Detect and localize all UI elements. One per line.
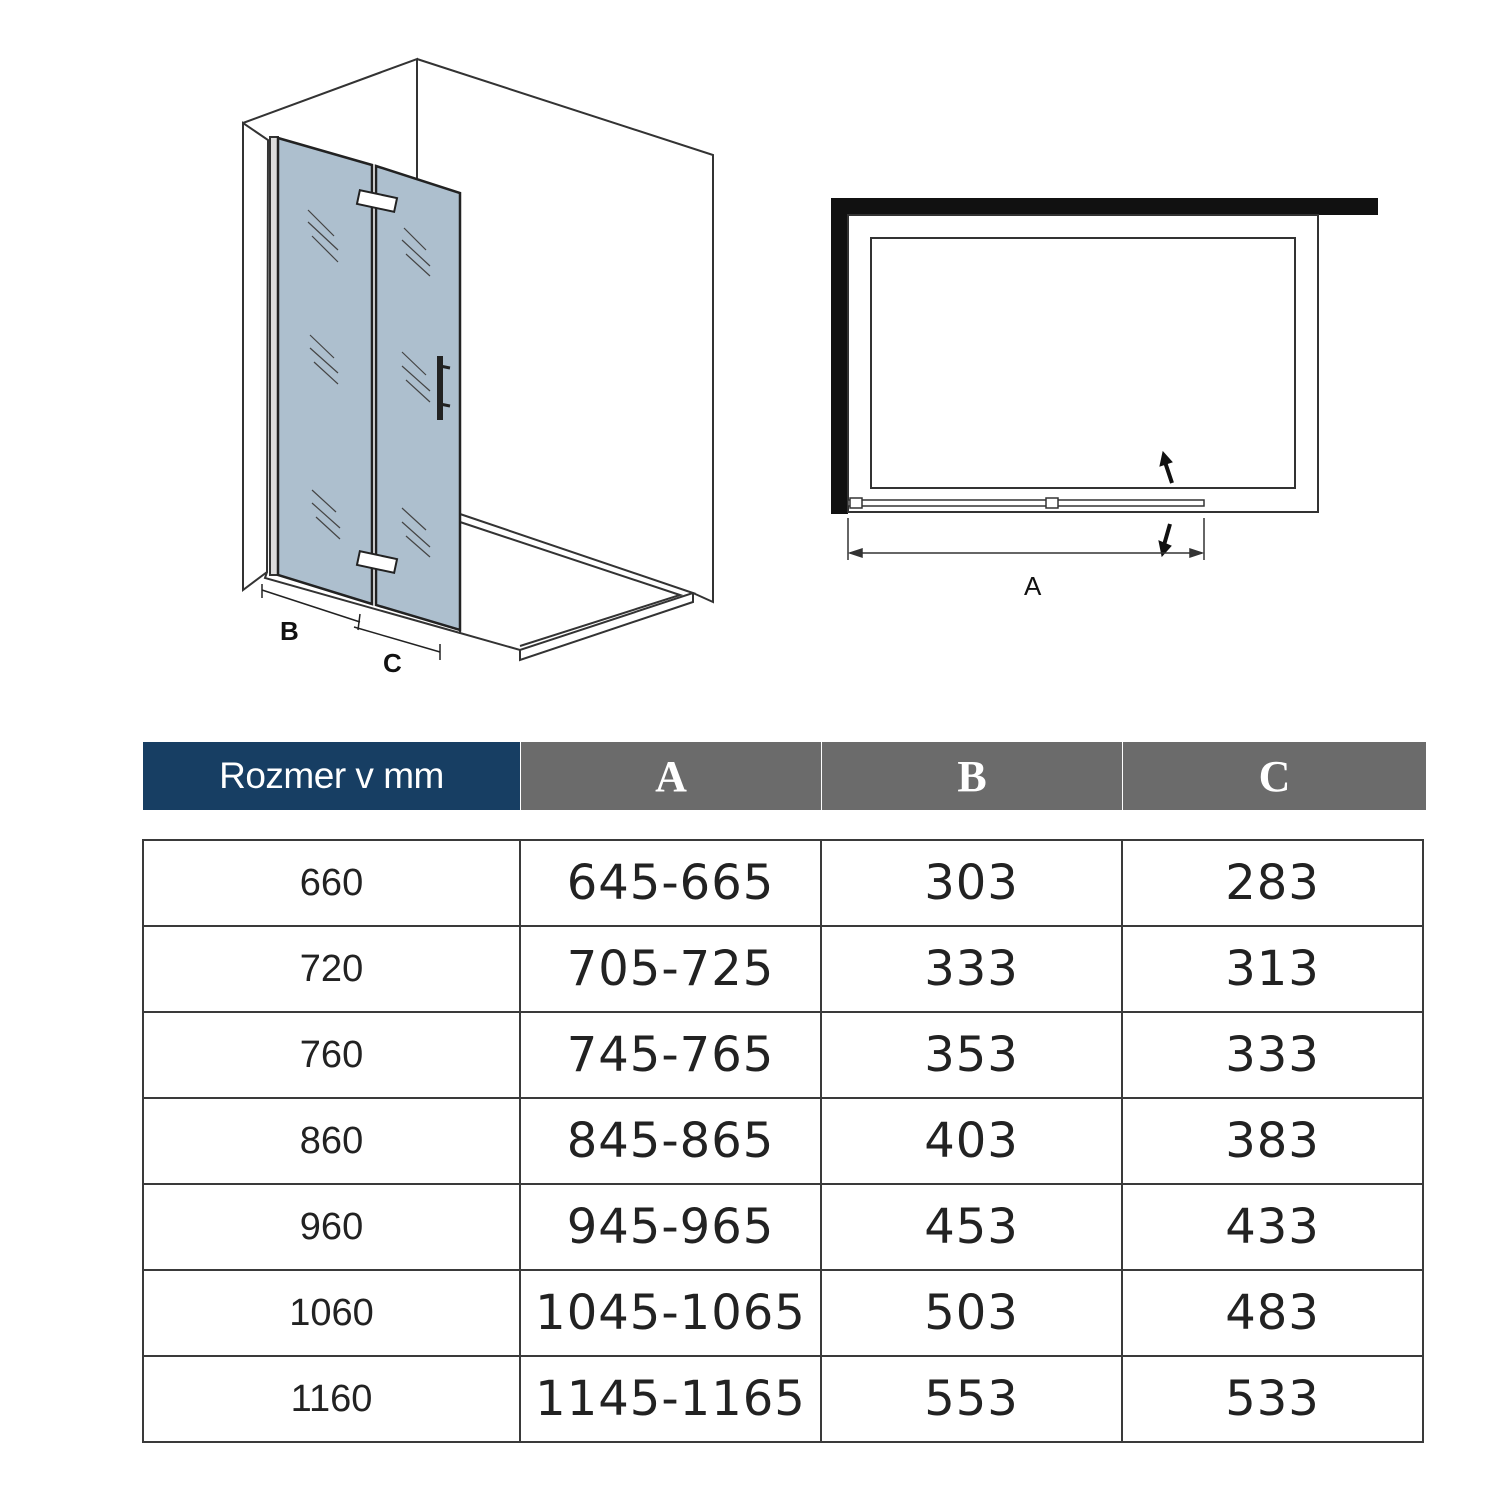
cell-c: 313	[1122, 926, 1423, 1012]
cell-b: 303	[821, 840, 1122, 926]
table-row	[143, 1356, 1423, 1442]
cell-a: 945-965	[520, 1184, 821, 1270]
table-row	[143, 926, 1423, 1012]
cell-size: 720	[143, 926, 520, 1012]
wall-top-bar	[831, 198, 1378, 215]
cell-a: 705-725	[520, 926, 821, 1012]
table-row	[143, 1012, 1423, 1098]
shower-tray-outline	[848, 215, 1318, 512]
cell-c: 333	[1122, 1012, 1423, 1098]
cell-c: 483	[1122, 1270, 1423, 1356]
diagrams	[0, 0, 1500, 700]
plan-view	[831, 198, 1378, 560]
cell-size: 660	[143, 840, 520, 926]
cell-c: 433	[1122, 1184, 1423, 1270]
cell-size: 1060	[143, 1270, 520, 1356]
cell-c: 533	[1122, 1356, 1423, 1442]
table-row	[143, 1184, 1423, 1270]
door-profile	[848, 500, 1204, 506]
cell-a: 645-665	[520, 840, 821, 926]
cell-size: 860	[143, 1098, 520, 1184]
cell-c: 383	[1122, 1098, 1423, 1184]
header-c: C	[1123, 742, 1426, 810]
left-wall	[243, 123, 268, 590]
dimension-table	[142, 839, 1424, 1443]
cell-b: 503	[821, 1270, 1122, 1356]
header-b: B	[822, 742, 1122, 810]
cell-size: 960	[143, 1184, 520, 1270]
dimension-a	[848, 518, 1204, 560]
cell-b: 453	[821, 1184, 1122, 1270]
cell-b: 353	[821, 1012, 1122, 1098]
cell-size: 760	[143, 1012, 520, 1098]
table-row	[143, 1270, 1423, 1356]
glass-panel-left	[278, 138, 372, 604]
cell-size: 1160	[143, 1356, 520, 1442]
cell-b: 333	[821, 926, 1122, 1012]
cell-a: 1145-1165	[520, 1356, 821, 1442]
label-b: B	[280, 616, 299, 646]
cell-c: 283	[1122, 840, 1423, 926]
header-a: A	[521, 742, 821, 810]
label-c: C	[383, 648, 402, 678]
table-row	[143, 1098, 1423, 1184]
header-size: Rozmer v mm	[143, 742, 520, 810]
perspective-view	[243, 59, 713, 660]
cell-b: 403	[821, 1098, 1122, 1184]
label-a: A	[1024, 571, 1042, 601]
cell-a: 845-865	[520, 1098, 821, 1184]
cell-b: 553	[821, 1356, 1122, 1442]
cell-a: 745-765	[520, 1012, 821, 1098]
shower-tray-inner	[871, 238, 1295, 488]
wall-left-bar	[831, 198, 848, 514]
table-row	[143, 840, 1423, 926]
cell-a: 1045-1065	[520, 1270, 821, 1356]
